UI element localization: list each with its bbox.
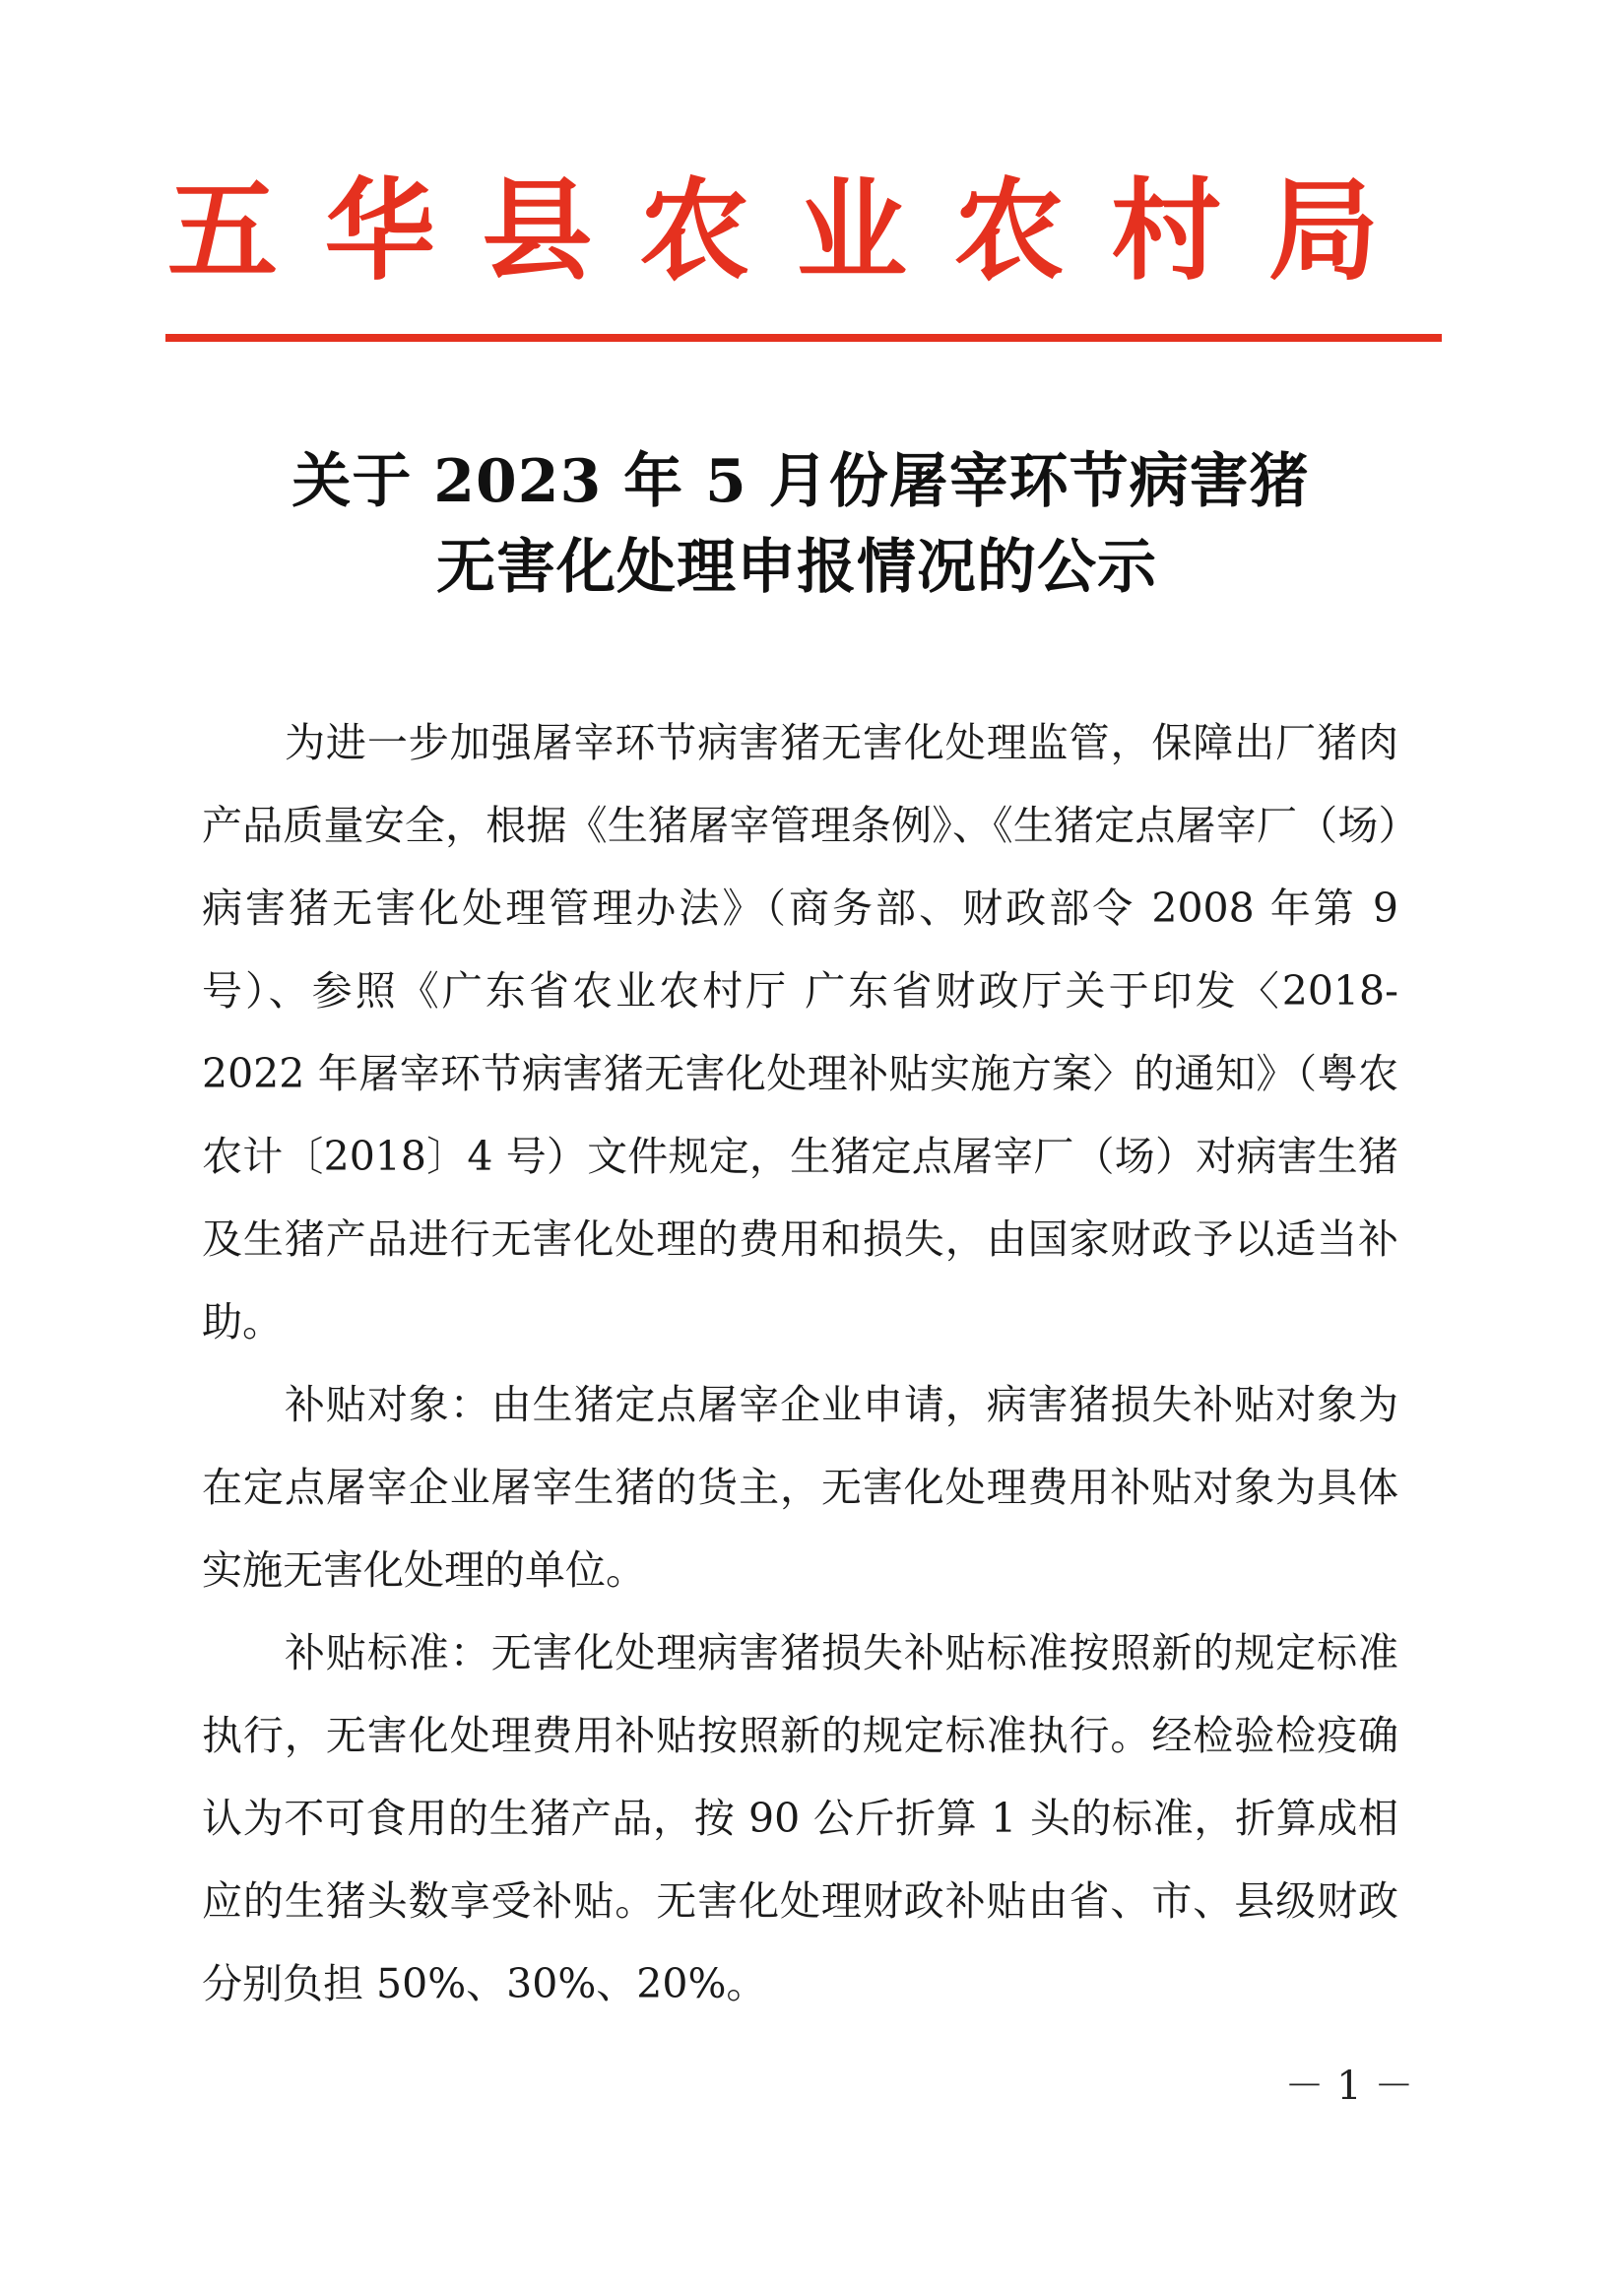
letterhead-char: 县 [482,167,593,295]
letterhead-char: 农 [953,167,1065,295]
document-title-line-1: 关于 2023 年 5 月份屠宰环节病害猪 [292,447,1310,516]
page-number: － 1 － [1284,2064,1414,2109]
letterhead [167,167,1379,295]
red-divider-line [165,334,1442,342]
letterhead-char: 农 [639,167,750,295]
document-title-line-2: 无害化处理申报情况的公示 [436,533,1157,602]
paragraph-subsidy-target: 补贴对象：由生猪定点屠宰企业申请，病害猪损失补贴对象为在定点屠宰企业屠宰生猪的货主，无害化处理费用补贴对象为具体实施无害化处理的单位。 [202,1381,1398,1594]
letterhead-char: 局 [1267,167,1379,295]
paragraph-intro: 为进一步加强屠宰环节病害猪无害化处理监管，保障出厂猪肉产品质量安全，根据《生猪屠宰管理条例》、《生猪定点屠宰厂（场）病害猪无害化处理管理办法》（商务部、财政部令 2008 年第 9 号）、参照《广东省农业农村厅 广东省财政厅关于印发〈2018-2022 年屠宰环节病害猪无害化处理补贴实施方案〉的通知》（粤农农计〔2018〕4 号）文件规定，生猪定点屠宰厂（场）对病害生猪及生猪产品进行无害化处理的费用和损失，由国家财政予以适当补助。 [202,719,1398,1345]
document-body [202,701,1398,2025]
letterhead-char: 村 [1111,167,1222,295]
letterhead-char: 华 [324,167,435,295]
letterhead-char: 业 [796,167,907,295]
letterhead-char: 五 [167,167,278,295]
paragraph-subsidy-standard: 补贴标准：无害化处理病害猪损失补贴标准按照新的规定标准执行，无害化处理费用补贴按照新的规定标准执行。经检验检疫确认为不可食用的生猪产品，按 90 公斤折算 1 头的标准，折算成相应的生猪头数享受补贴。无害化处理财政补贴由省、市、县级财政分别负担 50%、30%、20%。 [202,1629,1398,2007]
